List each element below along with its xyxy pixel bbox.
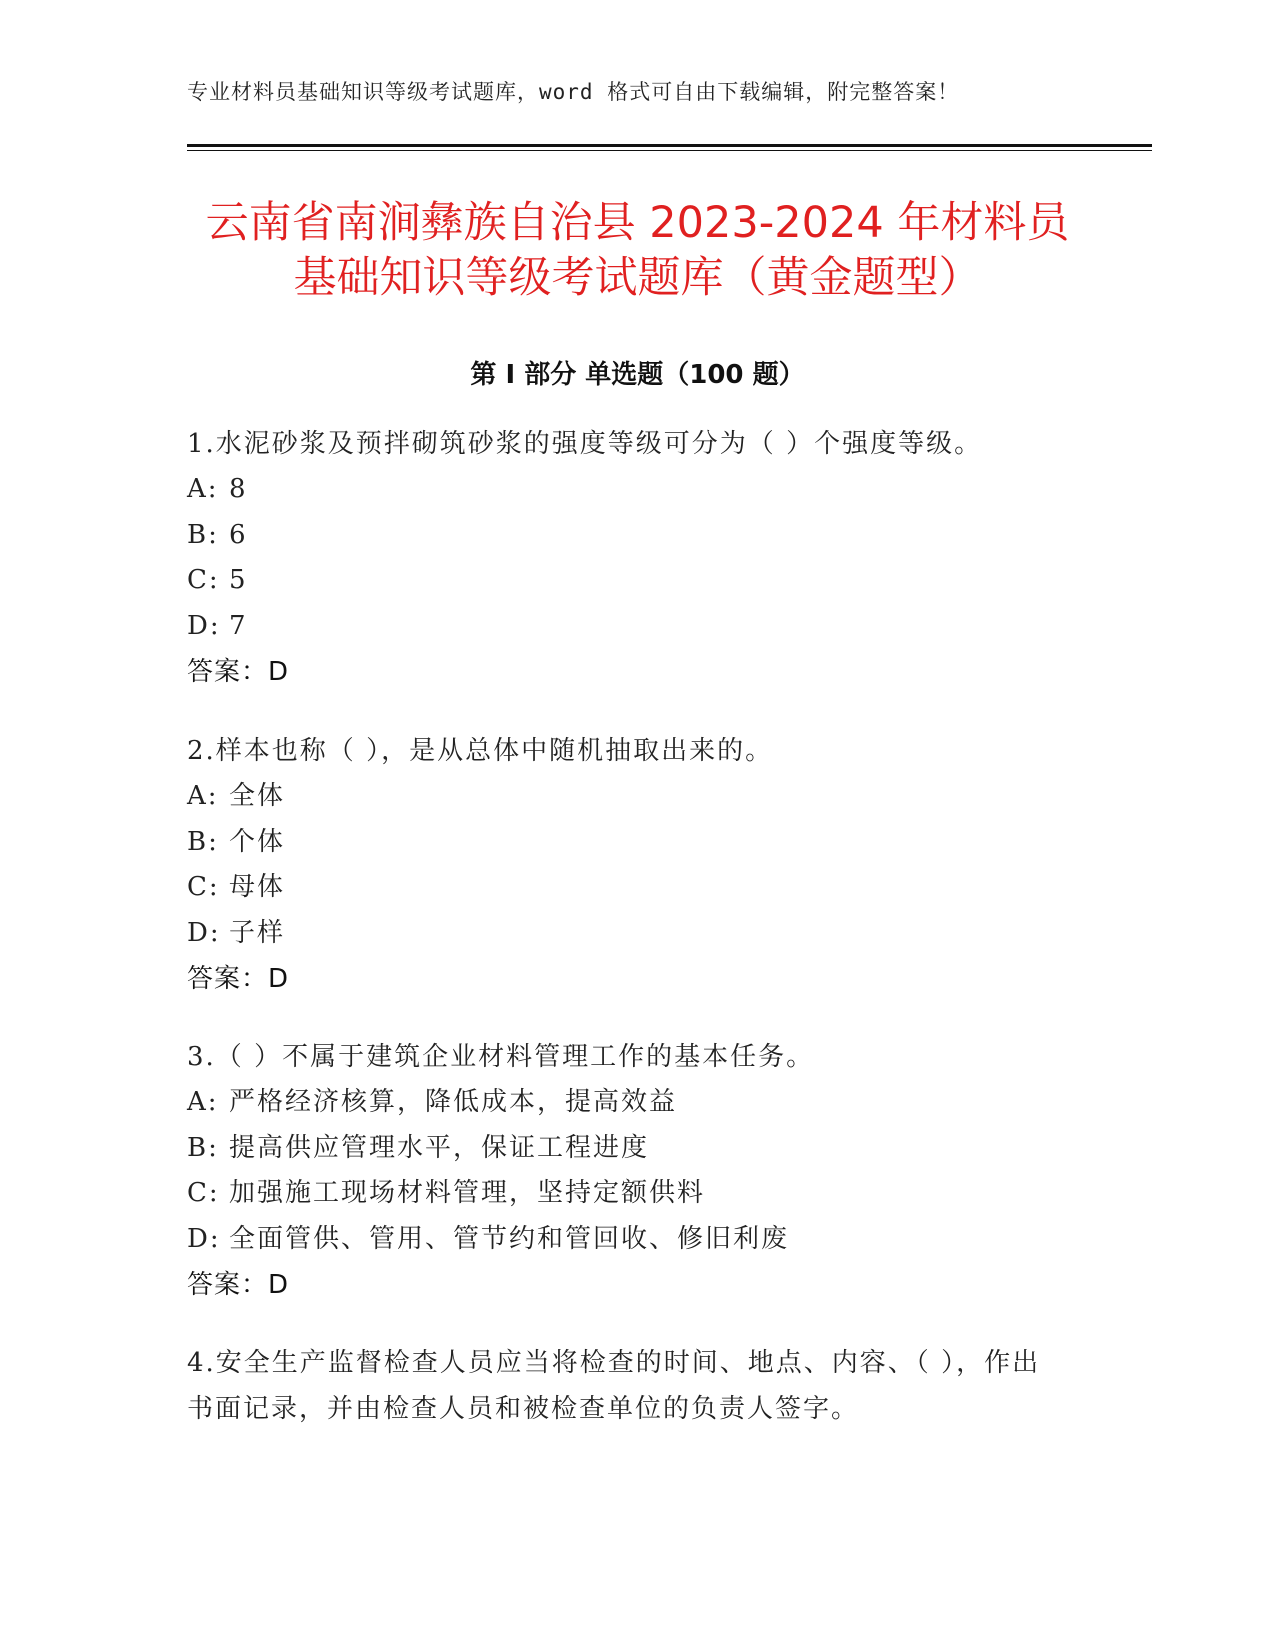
question-stem: 3.（ ）不属于建筑企业材料管理工作的基本任务。 [187,1042,815,1072]
option-letter: B: [187,1132,219,1163]
option-letter: C: [187,872,220,902]
header-divider-thin [187,150,1152,151]
title-line-1: 云南省南涧彝族自治县 2023-2024 年材料员 [205,198,1070,248]
question-1 [187,421,1087,695]
option-c [187,1171,1087,1217]
question-2 [187,728,1087,1002]
option-letter: D: [187,610,221,641]
option-text: 全体 [229,781,286,811]
option-text: 严格经济核算，降低成本，提高效益 [229,1087,678,1117]
option-letter: D: [187,917,221,948]
option-c [187,558,1087,604]
title-line-2: 基础知识等级考试题库（黄金题型） [293,253,982,303]
question-stem: 1.水泥砂浆及预拌砌筑砂浆的强度等级可分为（ ）个强度等级。 [187,429,983,459]
option-text: 8 [229,474,248,504]
section-title: 第 I 部分 单选题（100 题） [470,360,805,390]
option-text: 7 [229,610,248,641]
document-title [150,196,1125,306]
option-letter: C: [187,565,220,595]
option-d [187,604,1087,650]
option-a [187,467,1087,513]
option-a [187,774,1087,820]
option-letter: C: [187,1178,220,1208]
question-3 [187,1034,1087,1308]
header-note: 专业材料员基础知识等级考试题库，word 格式可自由下载编辑，附完整答案！ [187,80,960,104]
answer: 答案：D [187,1270,290,1300]
option-text: 个体 [229,826,286,857]
option-text: 提高供应管理水平，保证工程进度 [229,1132,650,1163]
option-d [187,1217,1087,1263]
answer: 答案：D [187,964,290,994]
option-letter: B: [187,826,219,857]
option-a [187,1080,1087,1126]
answer: 答案：D [187,657,290,687]
header-divider-thick [187,144,1152,147]
option-b [187,1126,1087,1172]
option-text: 5 [229,565,248,595]
option-text: 母体 [229,872,286,902]
option-letter: D: [187,1223,221,1254]
option-letter: A: [187,1087,219,1117]
option-b [187,513,1087,559]
option-text: 全面管供、管用、管节约和管回收、修旧利废 [229,1223,790,1254]
option-d [187,911,1087,957]
option-text: 子样 [229,917,286,948]
option-text: 6 [229,519,248,550]
option-text: 加强施工现场材料管理，坚持定额供料 [229,1178,706,1208]
question-stem: 2.样本也称（ ），是从总体中随机抽取出来的。 [187,736,774,766]
option-letter: B: [187,519,219,550]
option-c [187,865,1087,911]
option-letter: A: [187,781,219,811]
question-4 [187,1340,1067,1432]
option-b [187,820,1087,866]
question-stem: 4.安全生产监督检查人员应当将检查的时间、地点、内容、（ ），作出书面记录，并由检查人员和被检查单位的负责人签字。 [187,1348,1041,1424]
option-letter: A: [187,474,219,504]
